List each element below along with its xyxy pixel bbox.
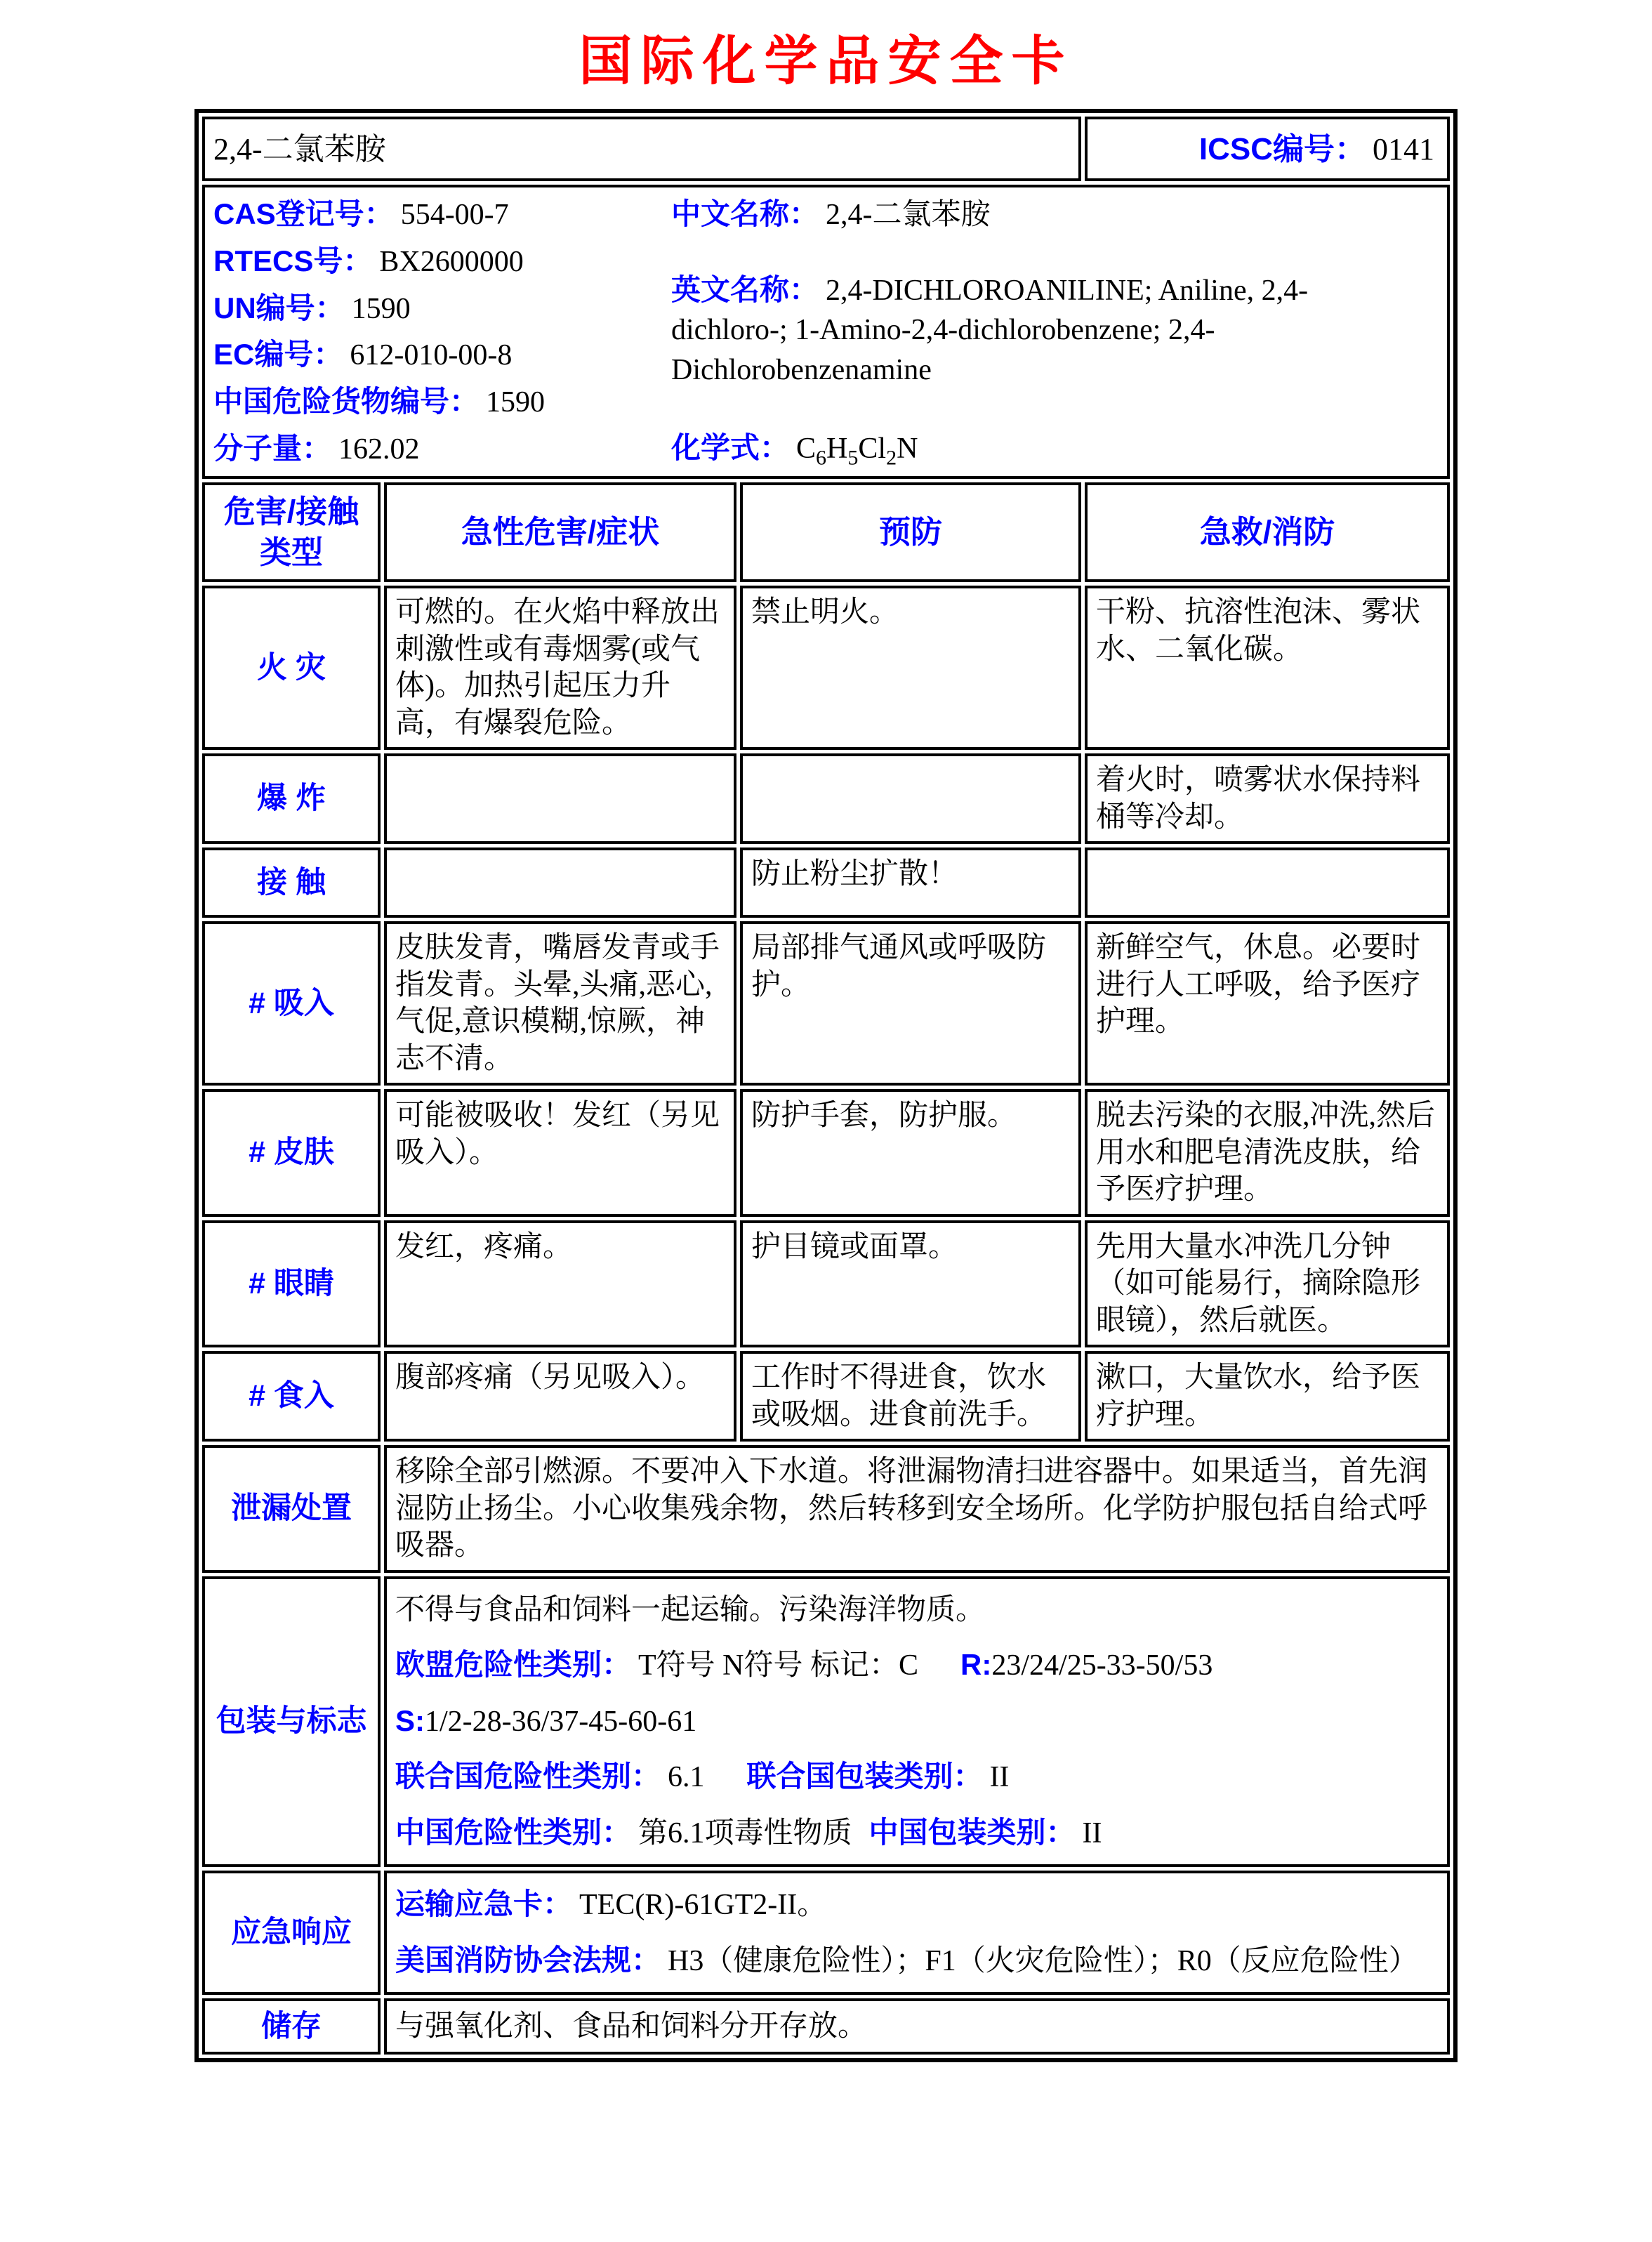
cn-hazard-class-label: 中国危险性类别： — [395, 1815, 632, 1849]
spill-text: 移除全部引燃源。不要冲入下水道。将泄漏物清扫进容器中。如果适当，首先润湿防止扬尘。小心收集残余物，然后转移到安全场所。化学防护服包括自给式呼吸器。 — [395, 1456, 1428, 1562]
substance-name: 2,4-二氯苯胺 — [202, 117, 1081, 181]
un-packing-group-label: 联合国包装类别： — [746, 1760, 983, 1793]
eyes-category-label: # 眼睛 — [202, 1220, 381, 1348]
hazard-row-eyes — [202, 1220, 1450, 1348]
s-phrases-value: 1/2-28-36/37-45-60-61 — [425, 1705, 697, 1738]
inhalation-prevention-cell: 局部排气通风或呼吸防护。 — [740, 921, 1081, 1086]
explosion-response-cell: 着火时，喷雾状水保持料桶等冷却。 — [1085, 753, 1450, 844]
contact-prevention-cell: 防止粉尘扩散！ — [740, 848, 1081, 918]
eyes-response-cell: 先用大量水冲洗几分钟（如可能易行，摘除隐形眼镜），然后就医。 — [1085, 1220, 1450, 1348]
cn-packing-group-value: II — [1082, 1816, 1102, 1849]
packaging-section-label: 包装与标志 — [202, 1576, 381, 1868]
explosion-category-label: 爆 炸 — [202, 753, 381, 844]
english-name-line — [671, 270, 1380, 390]
names-column — [663, 193, 1439, 470]
hazard-row-skin — [202, 1089, 1450, 1217]
un-value: 1590 — [351, 292, 411, 325]
registry-numbers-column — [213, 193, 663, 470]
packaging-transport-note: 不得与食品和饲料一起运输。污染海洋物质。 — [395, 1593, 986, 1626]
storage-text: 与强氧化剂、食品和饲料分开存放。 — [395, 2010, 868, 2043]
ingestion-symptoms-cell: 腹部疼痛（另见吸入）。 — [384, 1351, 736, 1442]
rtecs-label: RTECS号： — [213, 244, 373, 277]
substance-header-row — [202, 117, 1450, 181]
explosion-symptoms-cell — [384, 753, 736, 844]
page-title: 国际化学品安全卡 — [579, 32, 1073, 91]
r-phrases-value: 23/24/25-33-50/53 — [991, 1649, 1213, 1682]
un-number-line — [213, 290, 663, 328]
skin-category-label: # 皮肤 — [202, 1089, 381, 1217]
transport-emergency-card-value: TEC(R)-61GT2-II。 — [579, 1889, 827, 1922]
cn-packing-group-label: 中国包装类别： — [868, 1815, 1076, 1849]
rtecs-value: BX2600000 — [379, 245, 524, 278]
emergency-content-cell — [384, 1871, 1450, 1995]
contact-category-label: 接 触 — [202, 848, 381, 918]
column-header-symptoms: 急性危害/症状 — [384, 482, 736, 582]
nfpa-code-line — [395, 1942, 1439, 1980]
chemical-formula-label: 化学式： — [671, 430, 790, 464]
icsc-number-cell — [1085, 117, 1450, 181]
ec-value: 612-010-00-8 — [350, 339, 513, 372]
chinese-name-line — [671, 196, 1439, 234]
un-class-line — [395, 1758, 1439, 1796]
cas-value: 554-00-7 — [400, 199, 509, 231]
english-name-label: 英文名称： — [671, 272, 819, 306]
section-row-storage — [202, 1998, 1450, 2055]
contact-symptoms-cell — [384, 848, 736, 918]
inhalation-symptoms-cell: 皮肤发青，嘴唇发青或手指发青。头晕,头痛,恶心,气促,意识模糊,惊厥，神志不清。 — [384, 921, 736, 1086]
eu-hazard-class-line — [395, 1647, 1439, 1684]
hazard-table-header-row — [202, 482, 1450, 582]
storage-section-label: 储存 — [202, 1998, 381, 2055]
contact-response-cell — [1085, 848, 1450, 918]
spill-section-label: 泄漏处置 — [202, 1445, 381, 1573]
s-phrases-line — [395, 1703, 1439, 1741]
fire-response-cell: 干粉、抗溶性泡沫、雾状水、二氧化碳。 — [1085, 586, 1450, 750]
ec-label: EC编号： — [213, 338, 343, 371]
skin-symptoms-cell: 可能被吸收！发红（另见吸入）。 — [384, 1089, 736, 1217]
english-name-value: 2,4-DICHLOROANILINE; Aniline, 2,4-dichloro-; 1-Amino-2,4-dichlorobenzene; 2,4-Dichlorobenzenamine — [671, 274, 1309, 386]
molecular-weight-value: 162.02 — [338, 433, 420, 466]
hazard-row-contact — [202, 848, 1450, 918]
section-row-spill — [202, 1445, 1450, 1573]
china-dg-number-line — [213, 383, 663, 421]
cas-number-line — [213, 196, 663, 234]
chinese-name-value: 2,4-二氯苯胺 — [826, 199, 991, 231]
fire-category-label: 火 灾 — [202, 586, 381, 750]
nfpa-code-value: H3（健康危险性）；F1（火灾危险性）；R0（反应危险性） — [668, 1944, 1418, 1977]
icsc-label: ICSC编号： — [1198, 131, 1366, 166]
un-packing-group-value: II — [989, 1761, 1010, 1794]
spill-content-cell — [384, 1445, 1450, 1573]
hazard-row-inhalation — [202, 921, 1450, 1086]
un-label: UN编号： — [213, 291, 345, 324]
hazard-row-explosion — [202, 753, 1450, 844]
inhalation-response-cell: 新鲜空气，休息。必要时进行人工呼吸，给予医疗护理。 — [1085, 921, 1450, 1086]
transport-emergency-card-line — [395, 1886, 1439, 1924]
cn-hazard-class-value: 第6.1项毒性物质 — [638, 1816, 852, 1849]
s-phrases-label: S: — [395, 1703, 425, 1737]
icsc-number: 0141 — [1373, 131, 1434, 166]
cn-class-line — [395, 1814, 1439, 1852]
molecular-weight-label: 分子量： — [213, 431, 332, 465]
column-header-hazard-type: 危害/接触类型 — [202, 482, 381, 582]
emergency-section-label: 应急响应 — [202, 1871, 381, 1995]
inhalation-category-label: # 吸入 — [202, 921, 381, 1086]
eu-hazard-class-value: T符号 N符号 标记：C — [638, 1649, 919, 1682]
chemical-formula-line — [671, 430, 1439, 471]
hazard-row-fire — [202, 586, 1450, 750]
molecular-weight-line — [213, 430, 663, 468]
skin-response-cell: 脱去污染的衣服,冲洗,然后用水和肥皂清洗皮肤，给予医疗护理。 — [1085, 1089, 1450, 1217]
ingestion-category-label: # 食入 — [202, 1351, 381, 1442]
eyes-prevention-cell: 护目镜或面罩。 — [740, 1220, 1081, 1348]
eyes-symptoms-cell: 发红，疼痛。 — [384, 1220, 736, 1348]
un-hazard-class-value: 6.1 — [668, 1761, 705, 1794]
storage-content-cell — [384, 1998, 1450, 2055]
un-hazard-class-label: 联合国危险性类别： — [395, 1760, 661, 1793]
eu-hazard-class-label: 欧盟危险性类别： — [395, 1648, 632, 1682]
chinese-name-label: 中文名称： — [671, 197, 819, 230]
ingestion-response-cell: 漱口，大量饮水，给予医疗护理。 — [1085, 1351, 1450, 1442]
section-row-emergency — [202, 1871, 1450, 1995]
packaging-content-cell — [384, 1576, 1450, 1868]
ec-number-line — [213, 336, 663, 374]
identifiers-cell — [202, 185, 1450, 479]
nfpa-code-label: 美国消防协会法规： — [395, 1943, 661, 1977]
column-header-prevention: 预防 — [740, 482, 1081, 582]
explosion-prevention-cell — [740, 753, 1081, 844]
chemical-formula-value: $C_6H_5Cl_2N$ — [796, 432, 918, 469]
fire-prevention-cell: 禁止明火。 — [740, 586, 1081, 750]
section-row-packaging — [202, 1576, 1450, 1868]
identifiers-row — [202, 185, 1450, 479]
hazard-row-ingestion — [202, 1351, 1450, 1442]
skin-prevention-cell: 防护手套，防护服。 — [740, 1089, 1081, 1217]
transport-emergency-card-label: 运输应急卡： — [395, 1887, 573, 1921]
china-dg-value: 1590 — [486, 386, 546, 419]
icsc-card-table — [194, 109, 1458, 2062]
column-header-response: 急救/消防 — [1085, 482, 1450, 582]
ingestion-prevention-cell: 工作时不得进食，饮水或吸烟。进食前洗手。 — [740, 1351, 1081, 1442]
fire-symptoms-cell: 可燃的。在火焰中释放出刺激性或有毒烟雾(或气体)。加热引起压力升高，有爆裂危险。 — [384, 586, 736, 750]
cas-label: CAS登记号： — [213, 197, 394, 230]
rtecs-number-line — [213, 243, 663, 281]
r-phrases-label: R: — [960, 1648, 992, 1682]
china-dg-label: 中国危险货物编号： — [213, 385, 480, 418]
